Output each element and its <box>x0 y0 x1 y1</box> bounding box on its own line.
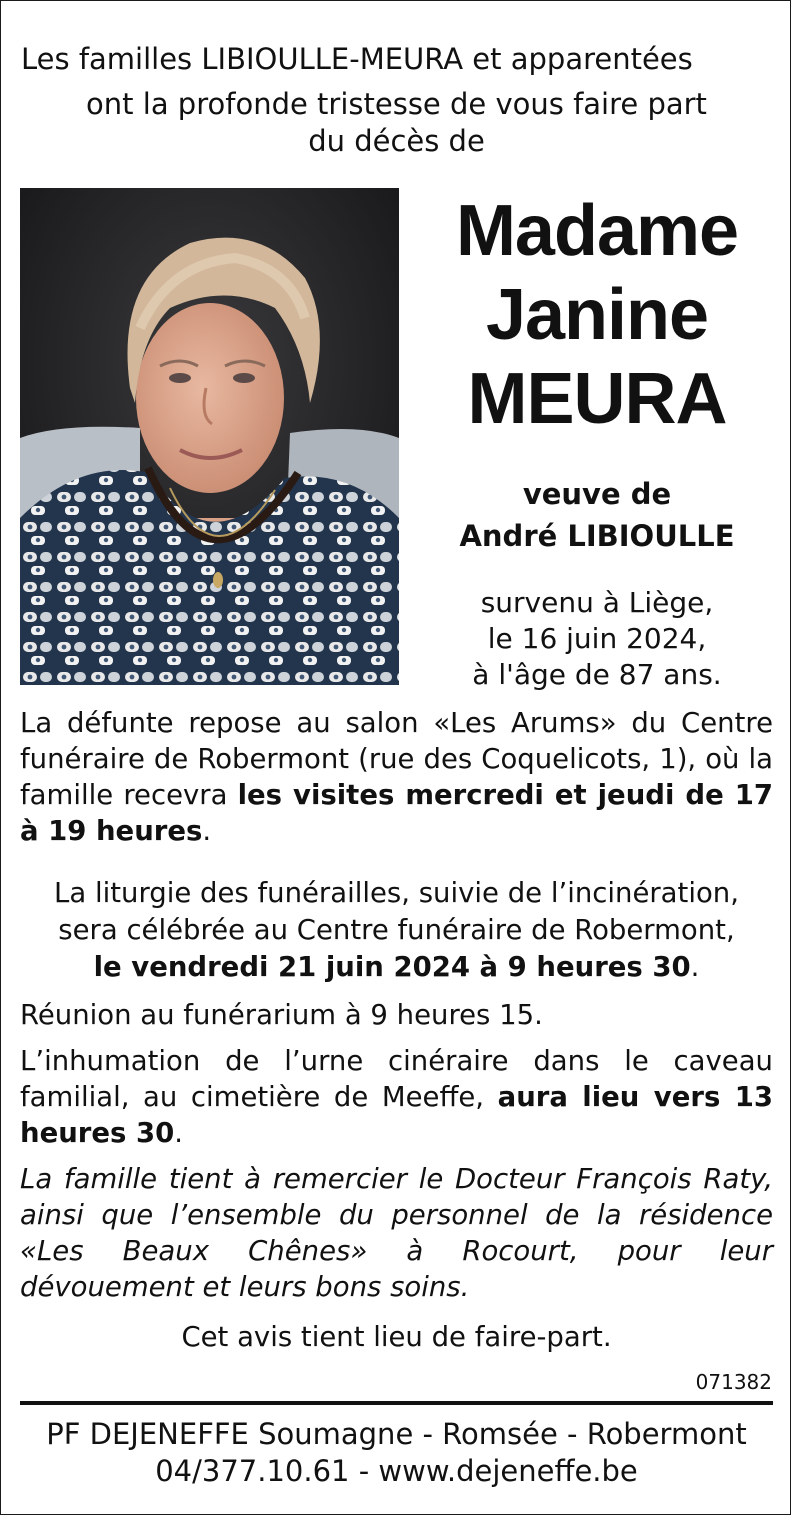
liturgy-line-1: La liturgie des funérailles, suivie de l’incinération, <box>54 877 739 909</box>
burial-time: aura lieu vers 13 heures 30 <box>20 1081 773 1149</box>
death-date: le 16 juin 2024, <box>487 622 707 655</box>
visitation-hours: les visites mercredi et jeudi de 17 à 19 heures <box>20 779 773 847</box>
thanks-paragraph: La famille tient à remercier le Docteur François Raty, ainsi que l’ensemble du personnel de la résidence «Les Beaux Chênes» à Rocourt, pour leur dévouement et leurs bons soins. <box>20 1163 773 1303</box>
intro-line-families: Les familles LIBIOULLE-MEURA et apparentées <box>21 42 693 76</box>
spouse-name: André LIBIOULLE <box>459 519 735 553</box>
funeral-home-contact: 04/377.10.61 - www.dejeneffe.be <box>155 1454 638 1488</box>
notice-statement: Cet avis tient lieu de faire-part. <box>181 1321 612 1353</box>
intro-line-sadness: ont la profonde tristesse de vous faire part <box>86 87 707 121</box>
portrait-photo <box>20 188 399 685</box>
deceased-last-name: MEURA <box>467 359 727 439</box>
deceased-title: Madame <box>455 191 739 271</box>
death-age: à l'âge de 87 ans. <box>472 658 722 691</box>
widow-of-label: veuve de <box>522 477 672 511</box>
footer-divider <box>20 1401 773 1405</box>
liturgy-date-line: le vendredi 21 juin 2024 à 9 heures 30. <box>93 951 700 983</box>
death-place: survenu à Liège, <box>480 586 714 619</box>
liturgy-date: le vendredi 21 juin 2024 à 9 heures 30 <box>93 951 691 983</box>
intro-line-deces: du décès de <box>308 124 485 158</box>
burial-paragraph: L’inhumation de l’urne cinéraire dans le caveau familial, au cimetière de Meeffe, aura lieu vers 13 heures 30. <box>20 1045 773 1149</box>
liturgy-line-2: sera célébrée au Centre funéraire de Robermont, <box>58 914 735 946</box>
meeting-info: Réunion au funérarium à 9 heures 15. <box>20 999 543 1031</box>
deceased-first-name: Janine <box>485 275 709 355</box>
reference-number: 071382 <box>695 1370 772 1394</box>
visitation-paragraph: La défunte repose au salon «Les Arums» du Centre funéraire de Robermont (rue des Coquelicots, 1), où la famille recevra les visites mercredi et jeudi de 17 à 19 heures. <box>20 707 773 847</box>
funeral-home-name: PF DEJENEFFE Soumagne - Romsée - Robermont <box>46 1417 747 1451</box>
